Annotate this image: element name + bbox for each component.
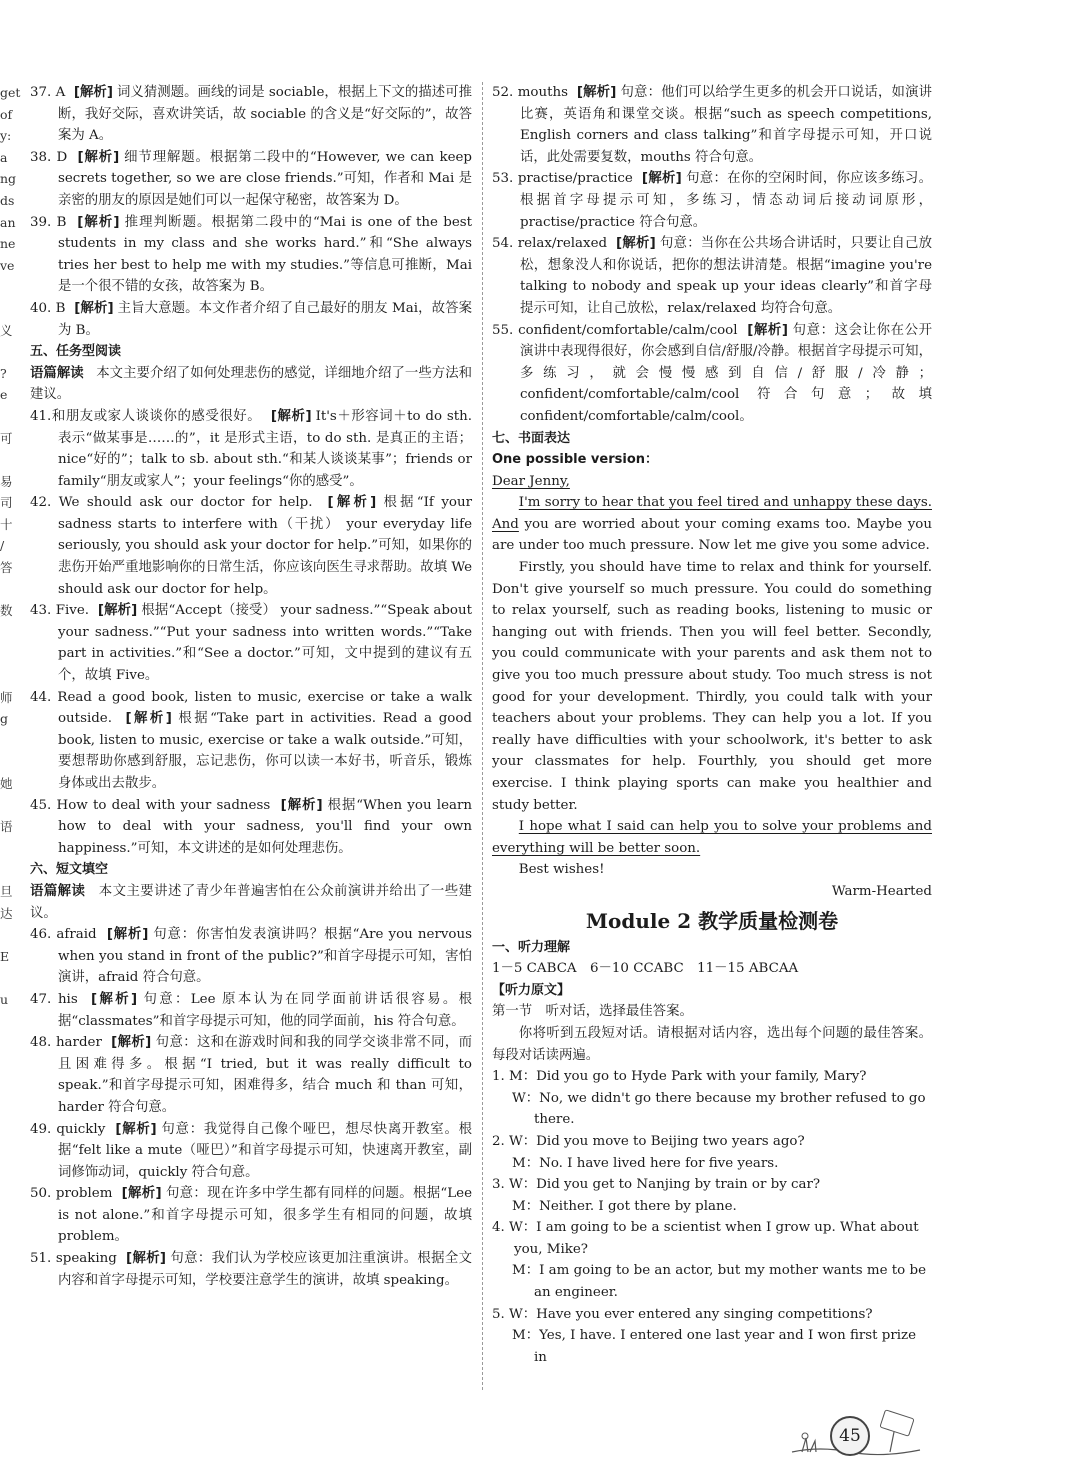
edge-fragment: e <box>0 387 8 403</box>
edge-fragment: ds <box>0 192 15 208</box>
dialog-line: 3. W：Did you get to Nanjing by train or by car? <box>492 1177 821 1193</box>
edge-fragment: 义 <box>0 322 13 338</box>
edge-fragment: of <box>0 106 13 122</box>
edge-fragment <box>0 276 16 298</box>
answer-54: 54. relax/relaxed [解析] 句意：当你在公共场合讲话时，只要让自己放松，想象没人和你说话，把你的想法讲清楚。根据“imagine you're talking to nobody and speak up your ideas clearly”和首字母提示可知，让自己放松，relax/relaxed 均符合句意。 <box>492 236 933 316</box>
edge-fragment: 可 <box>0 430 13 446</box>
edge-fragment <box>0 1119 16 1141</box>
answer-38: 38. D [解析] 细节理解题。根据第二段中的“However, we can keep secrets together, so we are close friends.”可知，作者和 Mai 是亲密的朋友的原因是她们可以一起保守秘密，故答案为 D。 <box>30 149 472 208</box>
edge-fragment <box>0 751 16 773</box>
edge-fragment: 她 <box>0 776 13 791</box>
edge-fragment <box>0 1334 16 1356</box>
answer-49: 49. quickly [解析] 句意：我觉得自己像个哑巴，想尽快离开教室。根据“felt like a mute（哑巴）”和首字母提示可知，快速离开教室，副词修饰动词，quickly 符合句意。 <box>30 1121 473 1180</box>
edge-fragment: get <box>0 85 21 100</box>
listening-answers: 1－5 CABCA 6－10 CCABC 11－15 ABCAA <box>492 961 799 977</box>
section-heading-listening: 一、听力理解 <box>492 939 571 955</box>
answer-55: 55. confident/comfortable/calm/cool [解析] 句意：这会让你在公开演讲中表现得很好，你会感到自信/舒服/冷静。根据首字母提示可知，多练习，就会慢慢感到自信/舒服/冷静；confident/comfortable/calm/cool 符合句意；故填 confident/comfortable/calm/cool。 <box>492 322 932 424</box>
edge-fragment: 语 <box>0 819 13 835</box>
edge-fragment: an <box>0 214 16 230</box>
dialog-line: 4. W：I am going to be a scientist when I grow up. What about you, Mike? <box>492 1220 919 1257</box>
edge-fragment <box>0 1291 16 1313</box>
passage-summary-5: 语篇解读 本文主要介绍了如何处理悲伤的感觉，详细地介绍了一些方法和建议。 <box>30 365 473 403</box>
dialog-line: M：No. I have lived here for five years. <box>512 1155 779 1171</box>
edge-fragment <box>0 730 16 752</box>
edge-fragment <box>0 622 16 644</box>
edge-fragment <box>0 967 16 989</box>
edge-fragment <box>0 643 16 665</box>
answer-43: 43. Five. [解析] 根据“Accept（接受） your sadness.”“Speak about your sadness.”“Put your sadness into written words.”“Take part in activities.”和“See a doctor.”可知，文中提到的建议有五个，故填 Five。 <box>30 603 472 684</box>
part-1-title: 第一节 听对话，选择最佳答案。 <box>492 1004 693 1020</box>
edge-fragment <box>0 1011 16 1033</box>
edge-fragment <box>0 1205 16 1227</box>
edge-fragment <box>0 1097 16 1119</box>
answer-52: 52. mouths [解析] 句意：他们可以给学生更多的机会开口说话，如演讲比赛，英语角和课堂交谈。根据“such as speech competitions, English corners and class talking”和首字母提示可知，开口说话，此处需要复数，mouths 符合句意。 <box>492 85 933 165</box>
answer-41: 41.和朋友或家人谈谈你的感受很好。 [解析] It's＋形容词＋to do sth. 表示“做某事是……的”，it 是形式主语，to do sth. 是真正的主语；nice“好的”；talk to sb. about sth.“和某人谈谈某事”；friends or family“朋友或家人”；your feelings“你的感受”。 <box>30 408 472 489</box>
dialog-line: 2. W：Did you move to Beijing two years ago? <box>492 1133 805 1149</box>
dialog-line: M：Yes, I have. I entered one last year and I won first prize in <box>512 1328 917 1365</box>
answer-44: 44. Read a good book, listen to music, exercise or take a walk outside. [解析] 根据“Take part in activities. Read a good book, listen to music, exercise or take a walk outside.”可知，要想帮助你感到舒服，忘记悲伤，你可以读一本好书，听音乐，锻炼身体或出去散步。 <box>30 689 472 791</box>
letter-greeting: Dear Jenny, <box>492 473 570 489</box>
answer-46: 46. afraid [解析] 句意：你害怕发表演讲吗？根据“Are you nervous when you stand in front of the public?”和首字母提示可知，害怕演讲，afraid 符合句意。 <box>30 927 472 986</box>
edge-fragment: / <box>0 538 5 554</box>
edge-fragment: 司 <box>0 495 13 511</box>
edge-fragment <box>0 579 16 601</box>
answer-40: 40. B [解析] 主旨大意题。本文作者介绍了自己最好的朋友 Mai，故答案为 B。 <box>30 300 472 338</box>
edge-fragment <box>0 1162 16 1184</box>
answer-47: 47. his [解析] 句意：Lee 原本认为在同学面前讲话很容易。根据“classmates”和首字母提示可知，他的同学面前，his 符合句意。 <box>30 991 472 1029</box>
answer-39: 39. B [解析] 推理判断题。根据第二段中的“Mai is one of the best students in my class and she works hard.”和“She always tries her best to help me with my studies.”等信息可推断，Mai 是一个很不错的女孩，故答案为 B。 <box>30 214 472 295</box>
edge-fragment <box>0 1270 16 1292</box>
edge-fragment: ve <box>0 257 15 273</box>
edge-fragment: ? <box>0 365 7 381</box>
edge-fragment <box>0 1075 16 1097</box>
letter-signature: Warm-Hearted <box>831 883 932 899</box>
answer-42: 42. We should ask our doctor for help. [解析] 根据“If your sadness starts to interfere with（干扰） your everyday life seriously, you should ask your doctor for help.”可知，如果你的悲伤开始严重地影响你的日常生活，你应该向医生寻求帮助。故填 We should ask our doctor for help。 <box>30 495 472 597</box>
edge-fragment: 旦 <box>0 883 13 899</box>
edge-fragment: ng <box>0 171 17 187</box>
section-heading-writing: 七、书面表达 <box>492 430 571 446</box>
passage-summary-6: 语篇解读 本文主要讲述了青少年普遍害怕在公众前演讲并给出了一些建议。 <box>30 883 473 921</box>
edge-fragment <box>0 449 16 471</box>
right-column <box>492 82 932 1368</box>
column-divider <box>482 82 483 1390</box>
edge-fragment <box>0 406 16 428</box>
dialog-line: 5. W：Have you ever entered any singing competitions? <box>492 1306 873 1322</box>
section-heading-task-reading: 五、任务型阅读 <box>30 344 122 360</box>
dialog-line: 1. M：Did you go to Hyde Park with your family, Mary? <box>492 1069 867 1085</box>
letter-paragraph-2: Firstly, you should have time to relax and think for yourself. Don't give yourself so much pressure. You could do something to relax yourself, such as reading books, listening to music or hanging out with friends. Then you will feel better. Secondly, you could communicate with your parents and ask them not to give you too much pressure about study. Too much stress is not good for your development. Thirdly, you could talk with your teachers about your problems. They can help you a lot. If you really have difficulties with your schoolwork, it's better to ask your classmates for help. Fourthly, you should get more exercise. I think playing sports can make you healthier and study better. <box>492 560 932 813</box>
edge-fragment: g <box>0 711 9 727</box>
edge-fragment <box>0 1313 16 1335</box>
answer-50: 50. problem [解析] 句意：现在许多中学生都有同样的问题。根据“Lee is not alone.”和首字母提示可知，很多学生有相同的问题，故填 problem。 <box>30 1186 472 1245</box>
answer-45: 45. How to deal with your sadness [解析] 根据“When you learn how to deal with your sadness, you'll find your own happiness.”可知，本文讲述的是如何处理悲伤。 <box>30 797 473 856</box>
edge-fragment <box>0 838 16 860</box>
section-heading-cloze: 六、短文填空 <box>30 862 109 878</box>
edge-fragment: 师 <box>0 689 13 705</box>
edge-fragment <box>0 795 16 817</box>
edge-fragment <box>0 341 16 363</box>
edge-fragment <box>0 1054 16 1076</box>
edge-fragment: E <box>0 948 10 964</box>
edge-fragment <box>0 1248 16 1270</box>
edge-fragment <box>0 859 16 881</box>
sample-version-label: One possible version： <box>492 452 659 468</box>
left-edge-fragments <box>0 82 21 1356</box>
answer-37: 37. A [解析] 词义猜测题。画线的词是 sociable，根据上下文的描述可推断，我好交际，喜欢讲笑话，故 sociable 的含义是“好交际的”，故答案为 A。 <box>30 85 473 144</box>
edge-fragment <box>0 1226 16 1248</box>
edge-fragment: ne <box>0 236 16 252</box>
module-title: Module 2 教学质量检测卷 <box>585 908 839 933</box>
edge-fragment <box>0 1183 16 1205</box>
listening-script-label: 【听力原文】 <box>492 982 571 998</box>
answer-53: 53. practise/practice [解析] 句意：在你的空闲时间，你应该多练习。根据首字母提示可知，多练习，情态动词后接动词原形，practise/practice 符合句意。 <box>492 171 932 230</box>
edge-fragment: 达 <box>0 905 13 921</box>
edge-fragment: 数 <box>0 603 13 619</box>
edge-fragment <box>0 665 16 687</box>
edge-fragment: a <box>0 149 8 165</box>
dialog-line: M：I am going to be an actor, but my mother wants me to be an engineer. <box>512 1263 926 1301</box>
page-footer <box>790 1408 930 1458</box>
edge-fragment: 十 <box>0 516 13 532</box>
edge-fragment <box>0 1032 16 1054</box>
edge-fragment: u <box>0 991 9 1007</box>
dialog-list <box>492 1066 932 1368</box>
edge-fragment: 答 <box>0 560 13 576</box>
edge-fragment <box>0 298 16 320</box>
letter-paragraph-1: I'm sorry to hear that you feel tired and unhappy these days. And you are worried about your coming exams too. Maybe you are under too much pressure. Now let me give you some advice. <box>492 495 932 554</box>
letter-closing: Best wishes! <box>518 862 605 878</box>
edge-fragment: 易 <box>0 473 13 489</box>
edge-fragment <box>0 924 16 946</box>
answer-48: 48. harder [解析] 句意：这和在游戏时间和我的同学交谈非常不同，而且困难得多。根据“I tried, but it was really difficult to speak.”和首字母提示可知，困难得多，结合 much 和 than 可知，harder 符合句意。 <box>30 1035 473 1115</box>
part-1-instructions: 你将听到五段短对话。请根据对话内容，选出每个问题的最佳答案。每段对话读两遍。 <box>492 1025 932 1063</box>
answer-51: 51. speaking [解析] 句意：我们认为学校应该更加注重演讲。根据全文内容和首字母提示可知，学校要注意学生的演讲，故填 speaking。 <box>30 1251 472 1288</box>
edge-fragment <box>0 1140 16 1162</box>
letter-paragraph-3: I hope what I said can help you to solve your problems and everything will be better soon. <box>492 819 932 856</box>
left-column <box>30 82 472 1291</box>
page-number: 45 <box>830 1416 870 1456</box>
edge-fragment: y: <box>0 128 12 144</box>
dialog-line: M：Neither. I got there by plane. <box>512 1198 737 1214</box>
dialog-line: W：No, we didn't go there because my brother refused to go there. <box>512 1090 926 1128</box>
